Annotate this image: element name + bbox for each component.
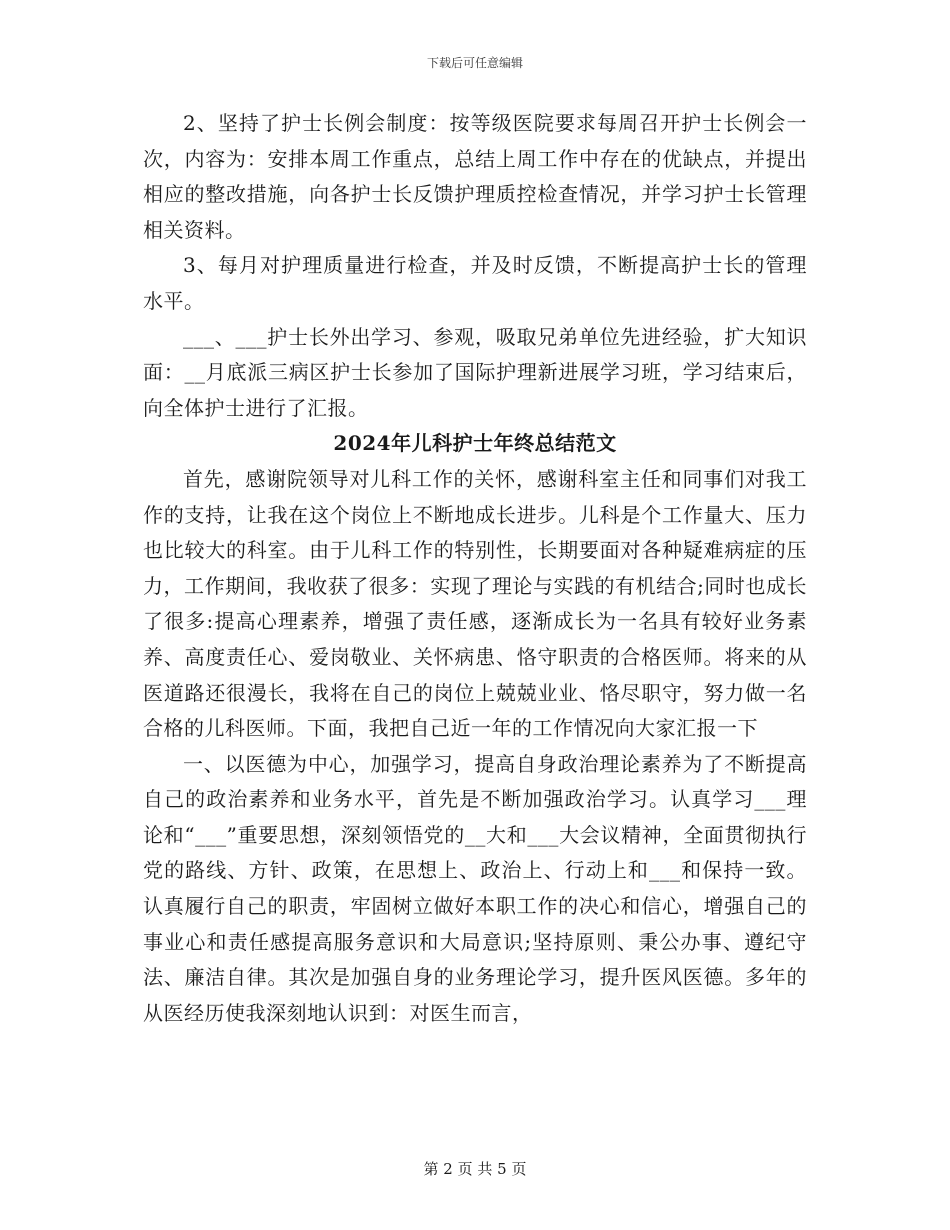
page-header: 下载后可任意编辑 xyxy=(426,56,523,70)
paragraph-medical-ethics: 一、以医德为中心，加强学习，提高自身政治理论素养为了不断提高自己的政治素养和业务水平，首先是不断加强政治学习。认真学习___理论和“___”重要思想，深刻领悟党的__大和___大会议精神，全面贯彻执行党的路线、方针、政策，在思想上、政治上、行动上和___和保持一致。认真履行自己的职责，牢固树立做好本职工作的决心和信心，增强自己的事业心和责任感提高服务意识和大局意识;坚持原则、秉公办事、遵纪守法、廉洁自律。其次是加强自身的业务理论学习，提升医风医德。多年的从医经历使我深刻地认识到：对医生而言， xyxy=(143,751,807,1025)
paragraph-item-3: 3、每月对护理质量进行检查，并及时反馈，不断提高护士长的管理水平。 xyxy=(143,253,807,313)
page-number: 第 2 页 共 5 页 xyxy=(423,1160,527,1178)
section-title: 2024年儿科护士年终总结范文 xyxy=(333,431,617,456)
paragraph-study-tour: ___、___护士长外出学习、参观，吸取兄弟单位先进经验，扩大知识面：__月底派三病区护士长参加了国际护理新进展学习班，学习结束后，向全体护士进行了汇报。 xyxy=(143,324,807,420)
paragraph-item-2: 2、坚持了护士长例会制度：按等级医院要求每周召开护士长例会一次，内容为：安排本周工作重点，总结上周工作中存在的优缺点，并提出相应的整改措施，向各护士长反馈护理质控检查情况，并学习护士长管理相关资料。 xyxy=(143,111,807,242)
document-body xyxy=(143,106,807,1031)
paragraph-intro: 首先，感谢院领导对儿科工作的关怀，感谢科室主任和同事们对我工作的支持，让我在这个岗位上不断地成长进步。儿科是个工作量大、压力也比较大的科室。由于儿科工作的特别性，长期要面对各种疑难病症的压力，工作期间，我收获了很多：实现了理论与实践的有机结合;同时也成长了很多:提高心理素养，增强了责任感，逐渐成长为一名具有较好业务素养、高度责任心、爱岗敬业、关怀病患、恪守职责的合格医师。将来的从医道路还很漫长，我将在自己的岗位上兢兢业业、恪尽职守，努力做一名合格的儿科医师。下面，我把自己近一年的工作情况向大家汇报一下 xyxy=(143,466,807,741)
